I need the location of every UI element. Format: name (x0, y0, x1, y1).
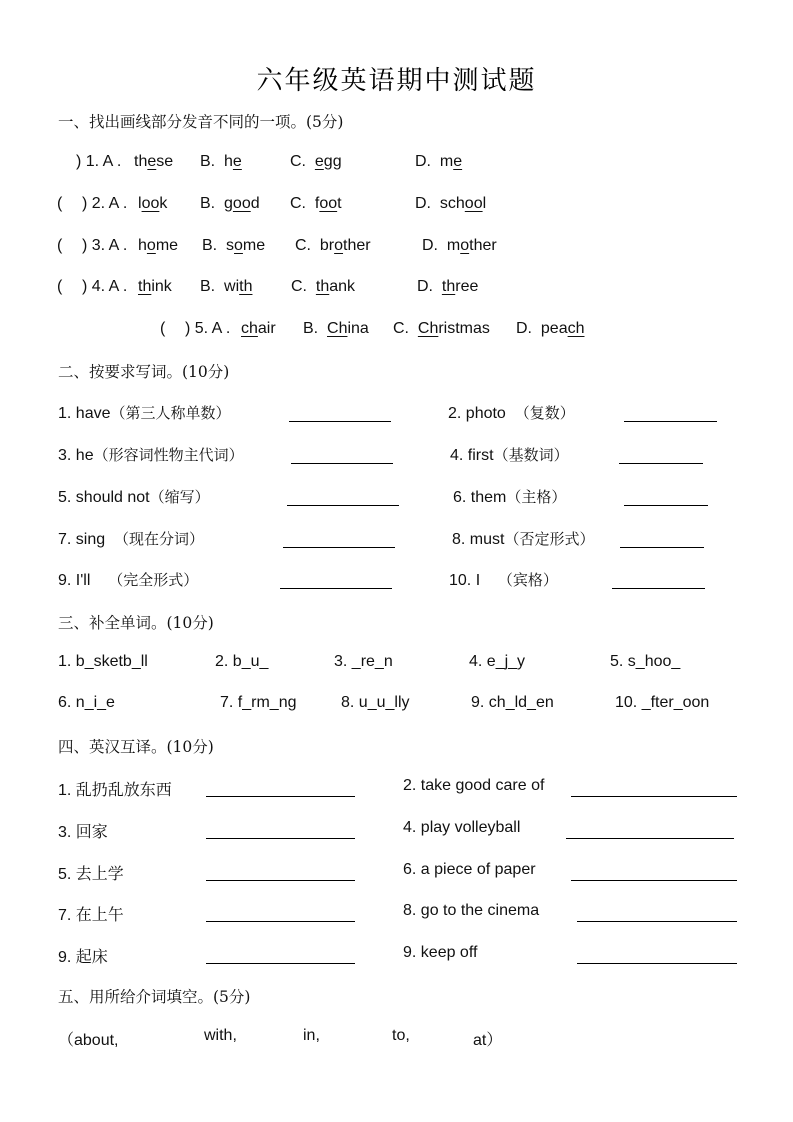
q3-option-d: D. mother (422, 237, 497, 254)
answer-blank[interactable] (206, 796, 355, 797)
part3-item: 9. ch_ld_en (471, 694, 554, 711)
part4-item: 3. 回家 (58, 824, 108, 841)
answer-blank[interactable] (620, 547, 704, 548)
part4-item: 9. 起床 (58, 949, 108, 966)
answer-blank[interactable] (283, 547, 395, 548)
part3-item: 5. s_hoo_ (610, 653, 681, 670)
answer-blank[interactable] (577, 921, 737, 922)
page-title: 六年级英语期中测试题 (256, 66, 537, 96)
answer-blank[interactable] (577, 963, 737, 964)
q5-option-c: C. Christmas (393, 320, 490, 337)
q4-paren: ( (57, 278, 63, 295)
preposition-word: at） (473, 1032, 503, 1049)
question-2-number: ) 2. A . (82, 195, 128, 212)
part3-item: 7. f_rm_ng (220, 694, 297, 711)
part2-item: 6. them（主格） (453, 488, 567, 506)
answer-blank[interactable] (624, 505, 708, 506)
q2-option-c: C. foot (290, 195, 342, 212)
answer-blank[interactable] (289, 421, 391, 422)
part3-item: 1. b_sketb_ll (58, 653, 148, 670)
section-heading-4: 四、英汉互译。(10分) (58, 738, 214, 756)
part4-item: 6. a piece of paper (403, 861, 536, 878)
preposition-word: to, (392, 1027, 410, 1044)
q4-option-a: think (138, 278, 172, 295)
answer-blank[interactable] (206, 880, 355, 881)
part2-item: 5. should not（缩写） (58, 488, 210, 506)
answer-blank[interactable] (280, 588, 392, 589)
part3-item: 4. e_j_y (469, 653, 526, 670)
section-heading-5: 五、用所给介词填空。(5分) (58, 988, 251, 1006)
section-heading-2: 二、按要求写词。(10分) (58, 363, 230, 381)
q3-option-b: B. some (202, 237, 266, 254)
part3-item: 6. n_i_e (58, 694, 115, 711)
q1-option-a: these (134, 153, 174, 170)
preposition-word: in, (303, 1027, 320, 1044)
answer-blank[interactable] (624, 421, 717, 422)
q2-option-a: look (138, 195, 168, 212)
answer-blank[interactable] (206, 963, 355, 964)
q3-paren: ( (57, 237, 63, 254)
answer-blank[interactable] (287, 505, 399, 506)
q5-option-d: D. peach (516, 320, 585, 337)
part4-item: 1. 乱扔乱放东西 (58, 782, 172, 799)
question-1-number: ) 1. A . (76, 153, 122, 170)
part2-item: 2. photo （复数） (448, 404, 575, 422)
part2-item: 10. I （宾格） (449, 571, 558, 589)
q5-paren: ( (160, 320, 166, 337)
q1-option-b: B. he (200, 153, 242, 170)
answer-blank[interactable] (206, 921, 355, 922)
q4-option-c: C. thank (291, 278, 356, 295)
answer-blank[interactable] (619, 463, 703, 464)
answer-blank[interactable] (206, 838, 355, 839)
question-5-number: ) 5. A . (185, 320, 231, 337)
section-heading-3: 三、补全单词。(10分) (58, 614, 214, 632)
q3-option-a: home (138, 237, 179, 254)
part2-item: 1. have（第三人称单数） (58, 404, 231, 422)
part2-item: 4. first（基数词） (450, 446, 569, 464)
part2-item: 9. I'll （完全形式） (58, 571, 199, 589)
part3-item: 2. b_u_ (215, 653, 269, 670)
part3-item: 8. u_u_lly (341, 694, 410, 711)
part4-item: 8. go to the cinema (403, 902, 540, 919)
q1-option-d: D. me (415, 153, 463, 170)
question-3-number: ) 3. A . (82, 237, 128, 254)
q2-option-b: B. good (200, 195, 260, 212)
question-4-number: ) 4. A . (82, 278, 128, 295)
part3-item: 3. _re_n (334, 653, 393, 670)
part4-item: 7. 在上午 (58, 907, 124, 924)
q4-option-b: B. with (200, 278, 253, 295)
q5-option-b: B. China (303, 320, 369, 337)
part3-item: 10. _fter_oon (615, 694, 710, 711)
answer-blank[interactable] (571, 880, 737, 881)
q2-paren: ( (57, 195, 63, 212)
q2-option-d: D. school (415, 195, 487, 212)
part2-item: 8. must（否定形式） (452, 530, 595, 548)
part2-item: 7. sing （现在分词） (58, 530, 205, 548)
q4-option-d: D. three (417, 278, 479, 295)
preposition-word: （about, (58, 1032, 119, 1049)
q3-option-c: C. brother (295, 237, 371, 254)
q1-option-c: C. egg (290, 153, 342, 170)
q5-option-a: chair (241, 320, 276, 337)
part2-item: 3. he（形容词性物主代词） (58, 446, 244, 464)
answer-blank[interactable] (612, 588, 705, 589)
part4-item: 2. take good care of (403, 777, 545, 794)
preposition-word: with, (204, 1027, 237, 1044)
answer-blank[interactable] (571, 796, 737, 797)
part4-item: 9. keep off (403, 944, 478, 961)
answer-blank[interactable] (566, 838, 734, 839)
part4-item: 5. 去上学 (58, 866, 124, 883)
part4-item: 4. play volleyball (403, 819, 521, 836)
answer-blank[interactable] (291, 463, 393, 464)
section-heading-1: 一、找出画线部分发音不同的一项。(5分) (58, 113, 344, 131)
